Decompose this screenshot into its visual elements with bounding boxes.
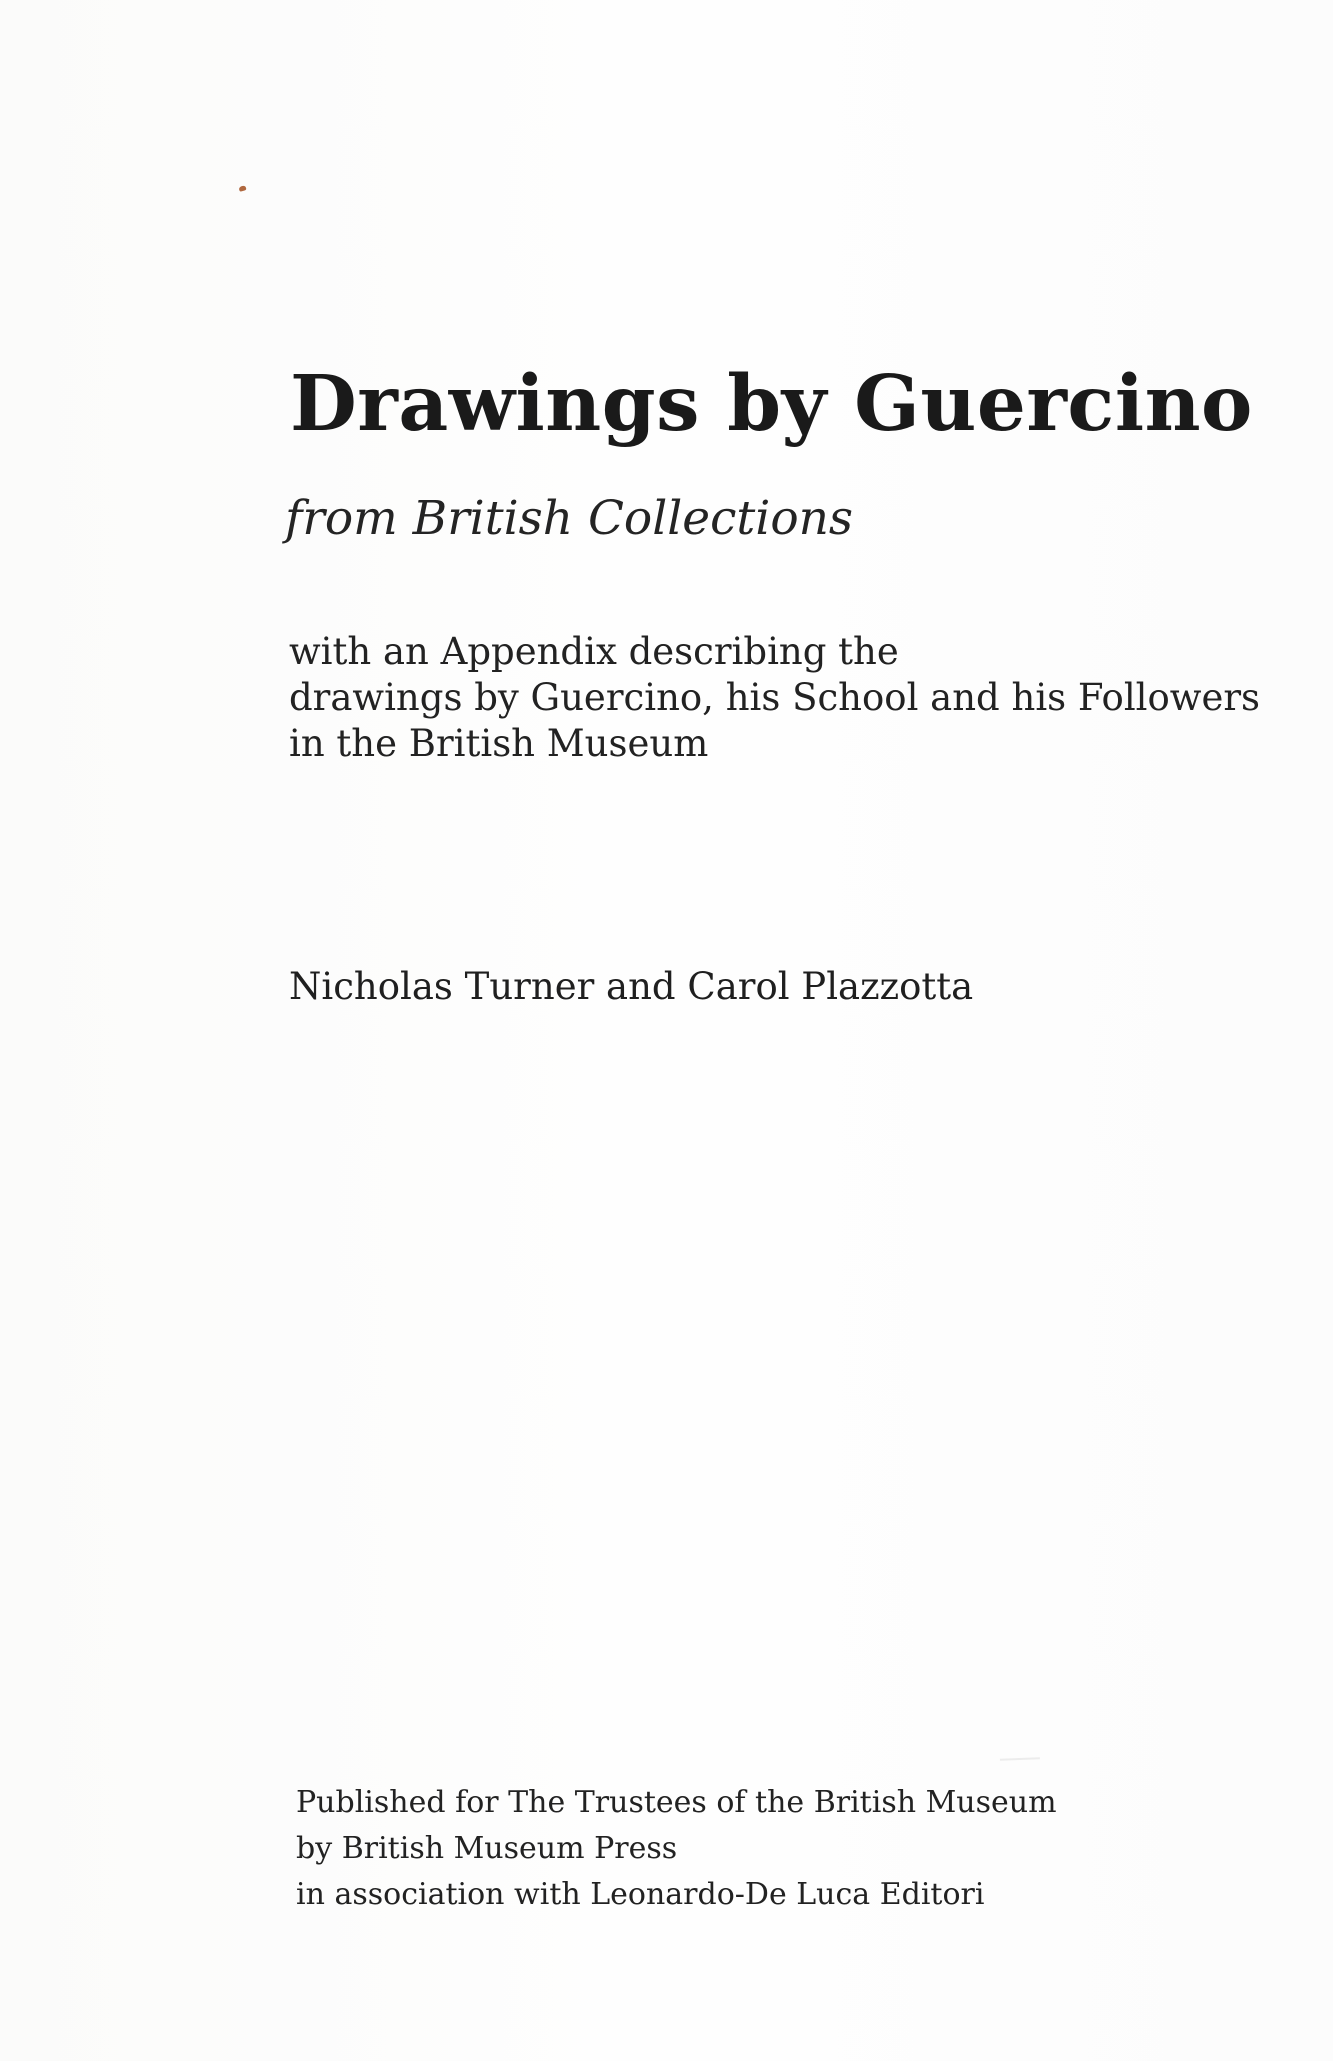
book-subtitle: from British Collections [285, 491, 854, 546]
publisher-line: in association with Leonardo-De Luca Editori [296, 1877, 985, 1912]
scan-speck [1000, 1757, 1040, 1765]
publisher-line: Published for The Trustees of the British Museum [296, 1785, 1057, 1820]
appendix-line: with an Appendix describing the [289, 630, 899, 673]
scan-mark [238, 185, 246, 192]
author-names: Nicholas Turner and Carol Plazzotta [289, 965, 974, 1008]
publisher-imprint [296, 1780, 1057, 1918]
appendix-line: in the British Museum [289, 722, 709, 765]
appendix-line: drawings by Guercino, his School and his Followers [289, 676, 1261, 719]
appendix-description [289, 629, 1260, 767]
publisher-line: by British Museum Press [296, 1831, 678, 1866]
book-title: Drawings by Guercino [290, 359, 1253, 449]
